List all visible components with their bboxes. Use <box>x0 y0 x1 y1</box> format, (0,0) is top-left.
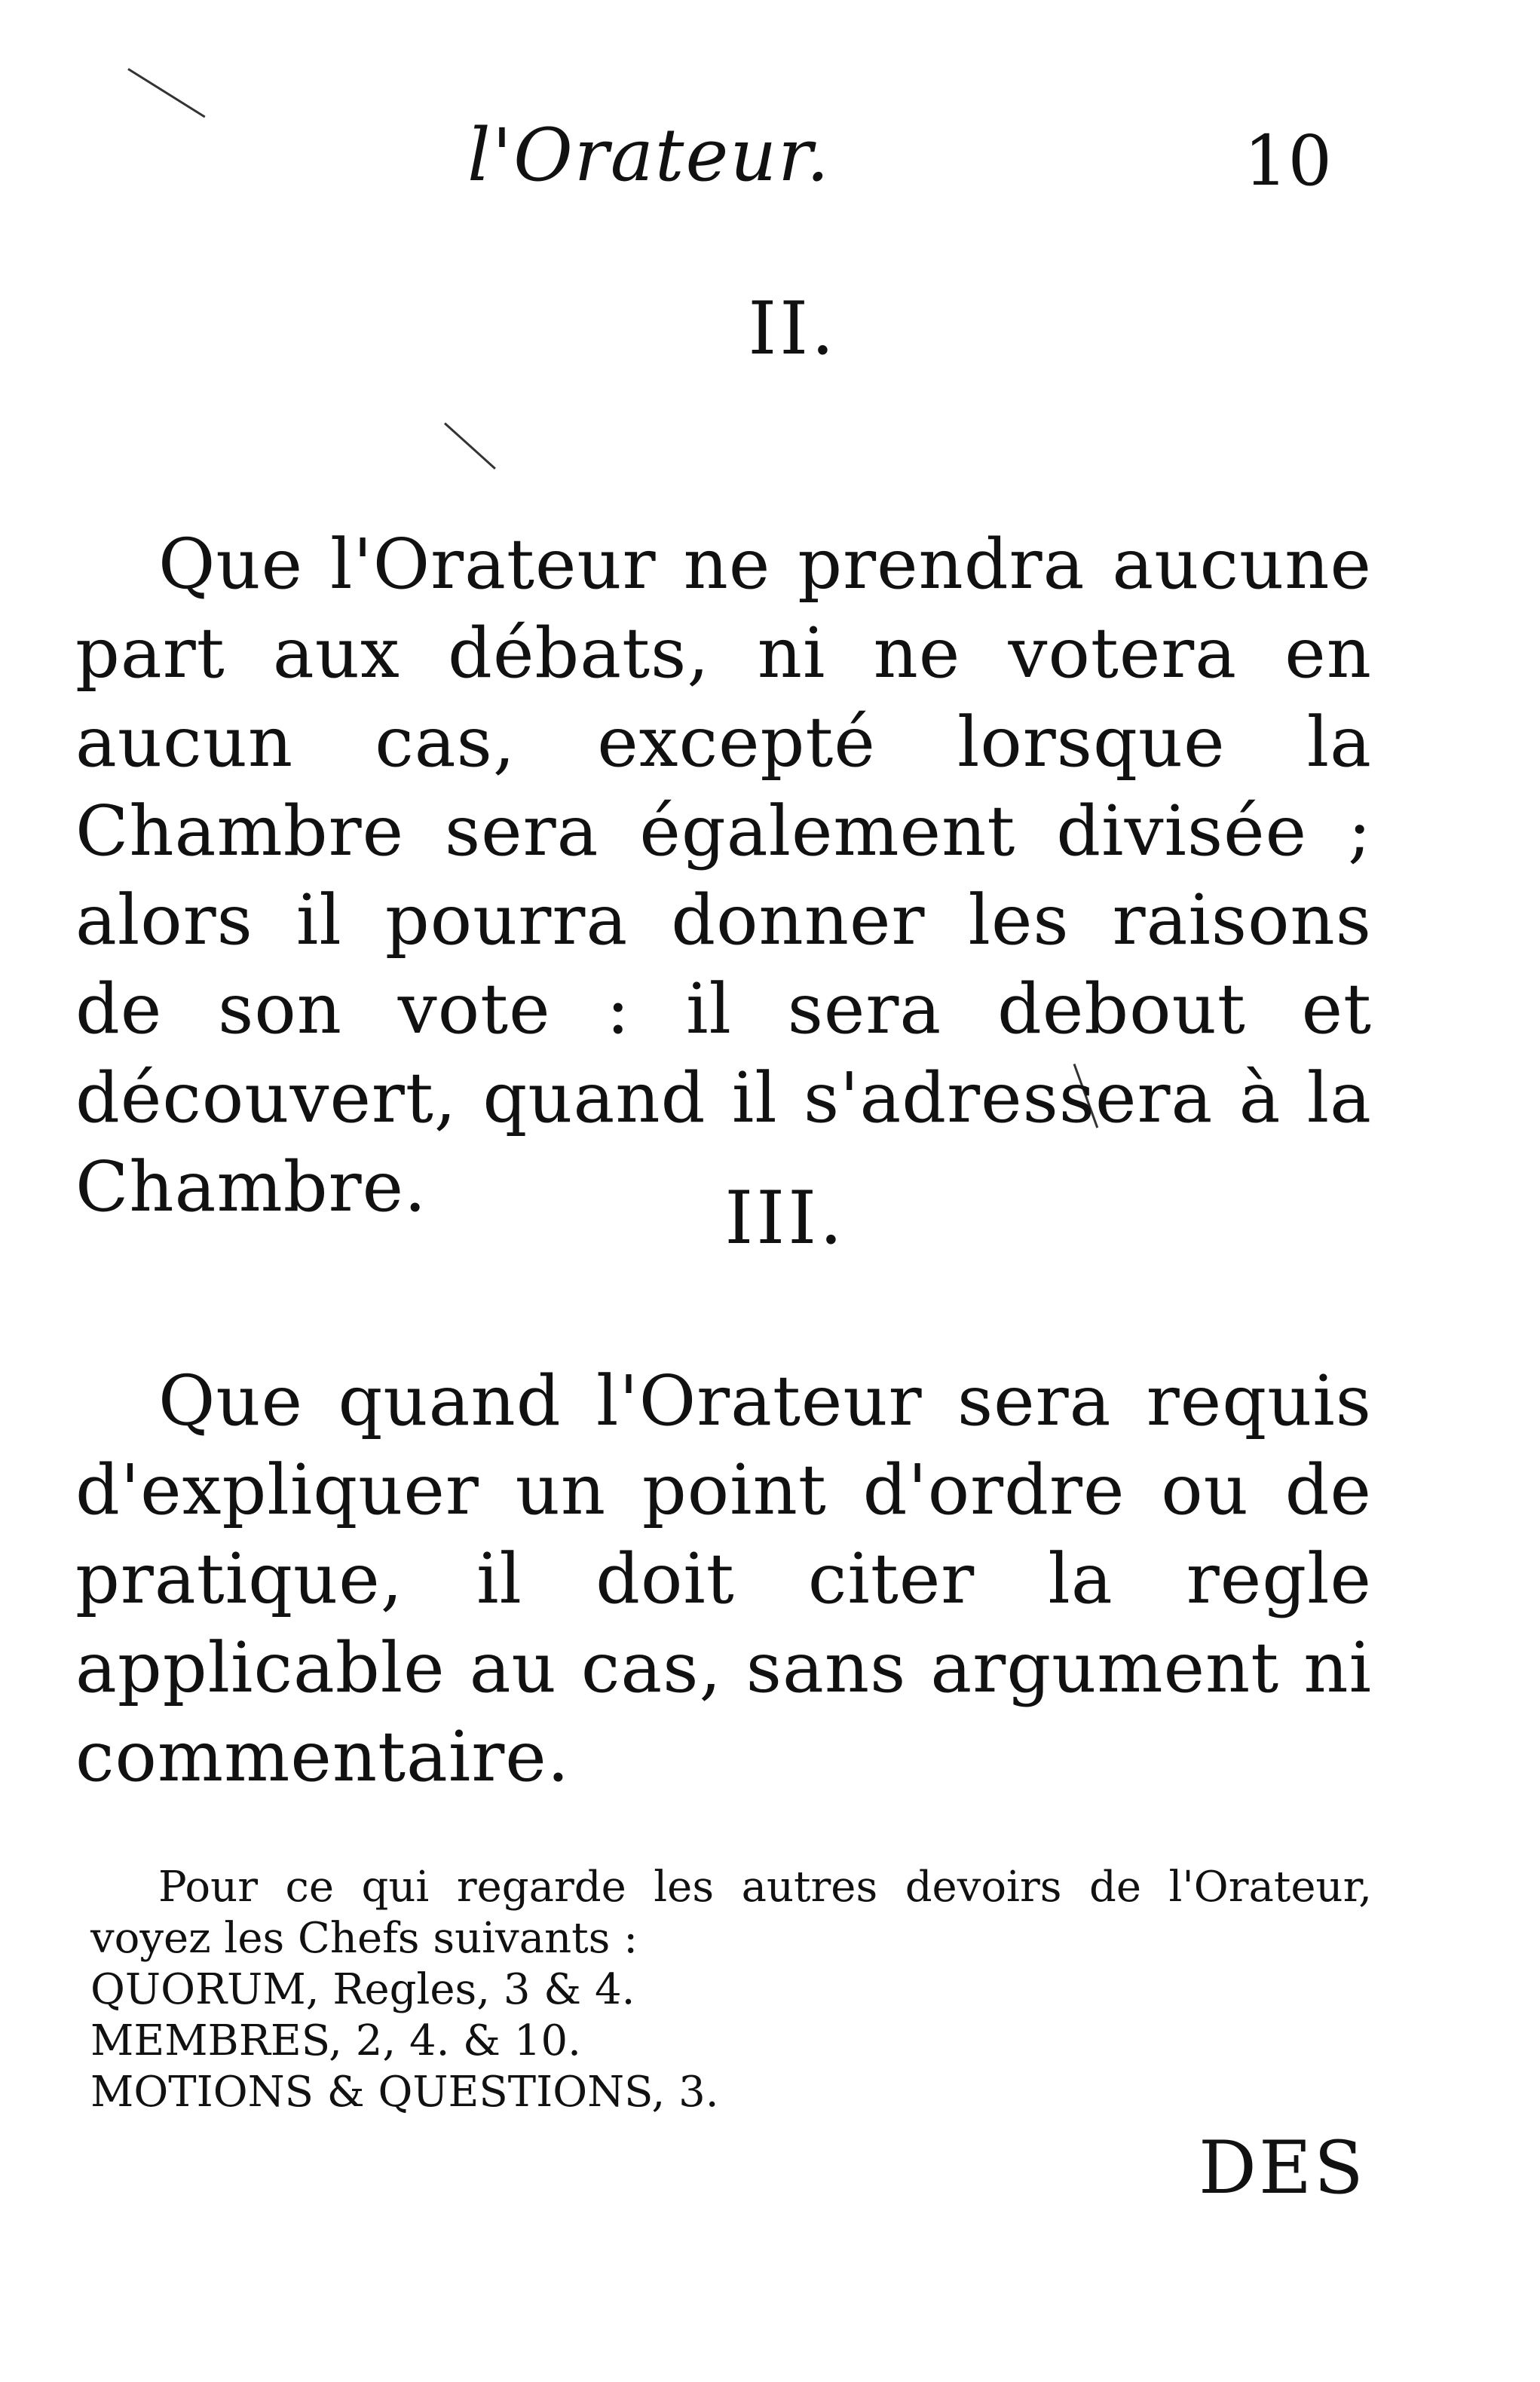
section-iii-text <box>75 1357 1372 1802</box>
reference-quorum: QUORUM, Regles, 3 & 4. <box>90 1965 635 2014</box>
reference-membres: MEMBRES, 2, 4. & 10. <box>90 2016 581 2065</box>
section-number-ii: II. <box>748 286 837 371</box>
ink-mark <box>127 68 205 118</box>
cross-reference-notes <box>90 1862 1372 2118</box>
section-ii-text <box>75 520 1372 1232</box>
section-ii-body: Que l'Orateur ne prendra aucune part aux débats, ni ne votera en aucun cas, excepté lorsque la Chambre sera également divisée ; alors il pourra donner les raisons de son vote : il sera debout et découvert, quand il s'adressera à la Chambre. <box>75 524 1372 1227</box>
catchword: DES <box>1199 2126 1366 2210</box>
notes-intro: Pour ce qui regarde les autres devoirs de l'Orateur, voyez les Chefs suivants : <box>90 1863 1372 1963</box>
ink-mark <box>444 422 496 469</box>
section-iii-body: Que quand l'Orateur sera requis d'expliquer un point d'ordre ou de pratique, il doit citer la regle applicable au cas, sans argument ni commentaire. <box>75 1361 1372 1797</box>
reference-motions: MOTIONS & QUESTIONS, 3. <box>90 2068 719 2117</box>
running-title: l'Orateur. <box>467 113 831 197</box>
section-number-iii: III. <box>724 1176 846 1260</box>
page-number: 10 <box>1244 121 1333 201</box>
